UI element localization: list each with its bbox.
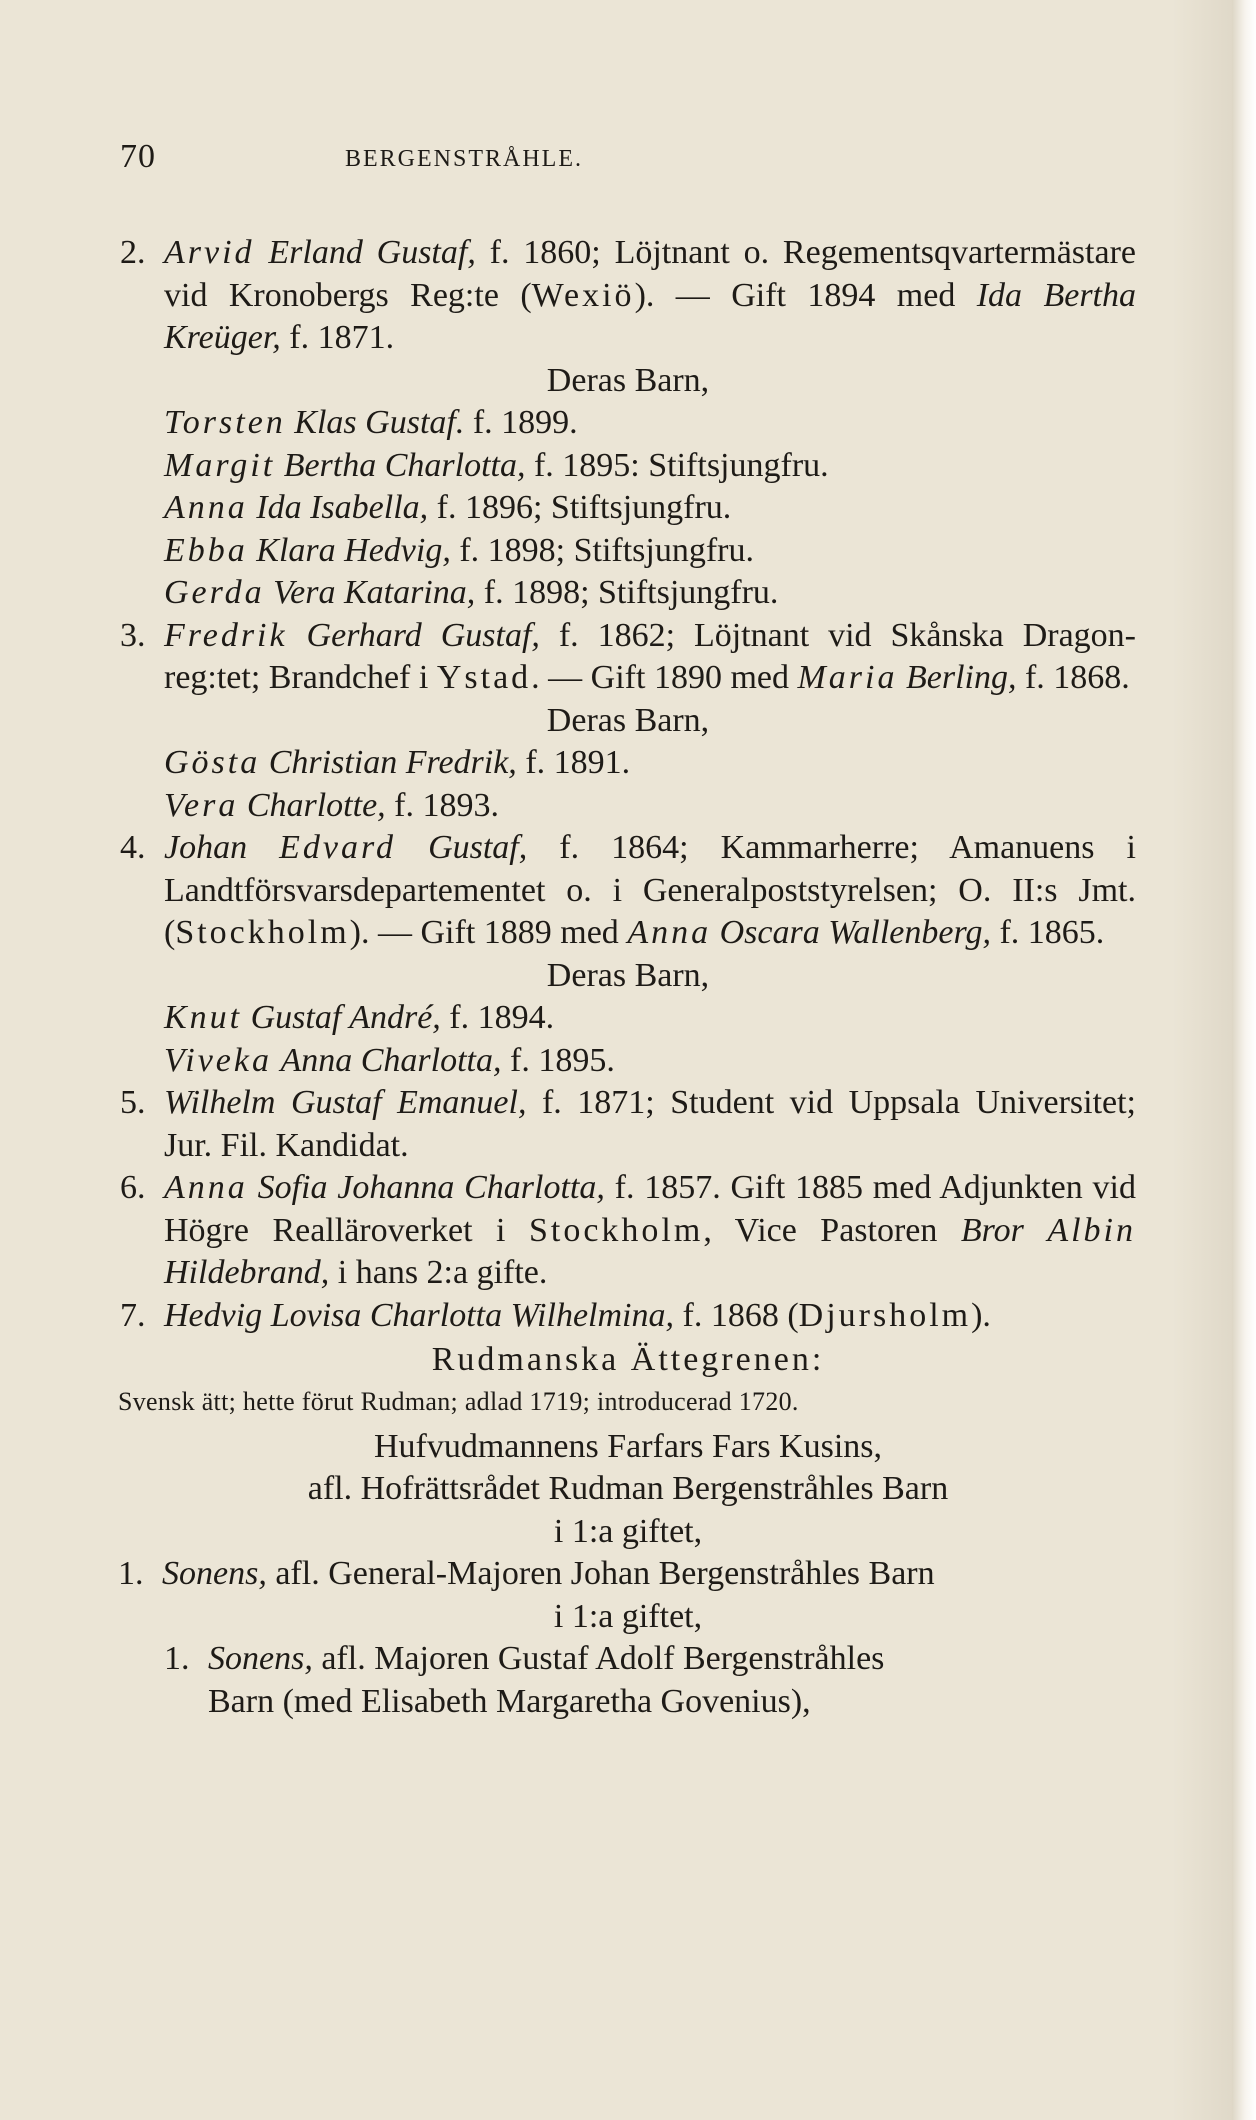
entry-number: 7. [120,1296,146,1334]
children-heading: Deras Barn, [546,701,710,739]
section-line: Hufvudmannens Farfars Fars Kusins, [373,1427,883,1465]
entry-number: 5. [120,1084,146,1121]
entry-text: i hans 2:a gifte. [329,1254,548,1291]
person-name: Johan [164,829,248,866]
entry-text: , Vice Pastoren [703,1211,961,1249]
place-name: Djursholm [798,1296,972,1334]
spouse-surname: Hildebrand, [164,1254,330,1291]
spouse-first-name: Maria [797,659,898,696]
entry-text: f. 1857. Gift 1885 med Adjunkten vid Högre Realläroverket i [164,1169,1136,1249]
children-heading: Deras Barn, [546,361,710,399]
entry-text: f. 1864; Kammarherre; Amanuens i Landtförsvarsdepartementet o. i Generalpoststyrelsen; O. II:s Jmt. ( [164,829,1137,951]
given-names: Gerhard Gustaf, [306,616,540,654]
given-names: Erland Gustaf, [268,234,476,271]
entry-text: ). [971,1296,991,1334]
page-header [120,138,1136,198]
place-name: Stockholm [175,914,350,951]
section-title: Rudmanska Ättegrenen: [431,1341,825,1378]
page-number: 70 [120,138,156,175]
entry-6 [120,1167,1136,1295]
child-line: Torsten Klas Gustaf. f. 1899. [164,404,578,441]
entry-body [208,1638,1136,1681]
sub-label: Sonens, [162,1555,267,1592]
entry-text: f. 1862; Löjtnant vid Skånska Dragon-reg:tet; Brandchef i [164,616,1136,696]
spouse-surname: Oscara Wallenberg, [719,914,991,951]
section-line: i 1:a giftet, [553,1597,703,1635]
child-line: Ebba Klara Hedvig, f. 1898; Stiftsjungfru. [164,531,754,569]
place-name: Wexiö [531,276,635,314]
entry-text: afl. Majoren Gustaf Adolf Bergenstråhles [312,1640,885,1677]
entry-text: f. 1868 ( [674,1296,799,1334]
child-line: Anna Ida Isabella, f. 1896; Stiftsjungfru. [164,489,732,526]
children-heading: Deras Barn, [546,956,710,994]
person-name: Hedvig [164,1296,263,1334]
entry-text: f. 1868. [1016,659,1130,696]
entry-number: 1. [118,1555,144,1592]
entry-3 [120,615,1136,700]
entry-number: 1. [164,1640,190,1677]
spouse-name: Ida Bertha Kreüger, [164,276,1136,356]
person-name: Arvid [164,234,255,271]
child-line: Margit Bertha Charlotta, f. 1895: Stiftsjungfru. [164,446,829,484]
entry-5 [120,1082,1136,1167]
entry-text: f. 1871. [280,319,395,356]
section-line: i 1:a giftet, [553,1512,703,1550]
sub-label: Sonens, [208,1640,313,1677]
entry-4 [120,827,1136,955]
spouse-middle-name: Albin [1047,1211,1137,1249]
entry-body [164,1295,1136,1338]
person-name: Anna [164,1169,248,1206]
entry-number: 6. [120,1169,146,1206]
given-name-spaced: Edvard [279,829,396,866]
page-gutter-shade [1172,0,1232,2120]
entry-body [164,615,1136,700]
entry-text: f. 1860; Löjtnant o. Regementsqvartermästare vid Kronobergs Reg:te ( [164,234,1136,314]
sub-entry-1 [118,1553,1136,1596]
place-name: Stockholm [528,1211,704,1249]
entry-body [164,232,1136,360]
entry-body [162,1553,1136,1596]
given-names: Gustaf Emanuel, [290,1084,527,1121]
section-line: Barn (med Elisabeth Margaretha Govenius), [208,1682,811,1720]
running-head: BERGENSTRÅHLE. [345,146,583,172]
spouse-first-name: Anna [627,914,712,951]
entry-number: 2. [120,234,146,271]
section-note: Svensk ätt; hette förut Rudman; adlad 1719; introducerad 1720. [118,1386,799,1416]
given-names: Sofia Johanna Charlotta, [257,1169,605,1206]
entry-body [164,1167,1136,1295]
entry-number: 4. [120,829,146,866]
entry-text: ). — Gift 1894 med [634,276,977,314]
entry-text: . — Gift 1890 med [531,659,798,696]
given-names: Lovisa Charlotta Wilhelmina, [270,1296,674,1334]
entry-body [164,827,1136,955]
entry-2 [120,232,1136,360]
child-line: Vera Charlotte, f. 1893. [164,786,499,824]
entry-body [164,1082,1136,1167]
place-name: Ystad [436,659,532,696]
entry-text: f. 1871; Student vid Uppsala Universitet; Jur. Fil. Kandidat. [164,1084,1137,1164]
section-line: afl. Hofrättsrådet Rudman Bergenstråhles Barn [307,1470,949,1507]
child-line: Viveka Anna Charlotta, f. 1895. [164,1041,615,1079]
page-content [120,138,1136,1723]
person-name: Wilhelm [164,1084,276,1121]
entry-text: afl. General-Majoren Johan Bergenstråhles Barn [266,1555,935,1592]
entry-text: ). — Gift 1889 med [349,914,628,951]
page-edge [1232,0,1256,2120]
child-line: Gerda Vera Katarina, f. 1898; Stiftsjungfru. [164,574,779,611]
entry-number: 3. [120,616,146,654]
given-names: Gustaf, [428,829,528,866]
sub-entry-2 [120,1638,1136,1681]
spouse-first-name: Bror [960,1211,1024,1249]
entry-text: f. 1865. [990,914,1105,951]
spouse-surname: Berling, [905,659,1017,696]
person-name: Fredrik [164,616,288,654]
child-line: Knut Gustaf André, f. 1894. [164,999,555,1036]
child-line: Gösta Christian Fredrik, f. 1891. [164,744,631,781]
entry-7 [120,1295,1136,1338]
